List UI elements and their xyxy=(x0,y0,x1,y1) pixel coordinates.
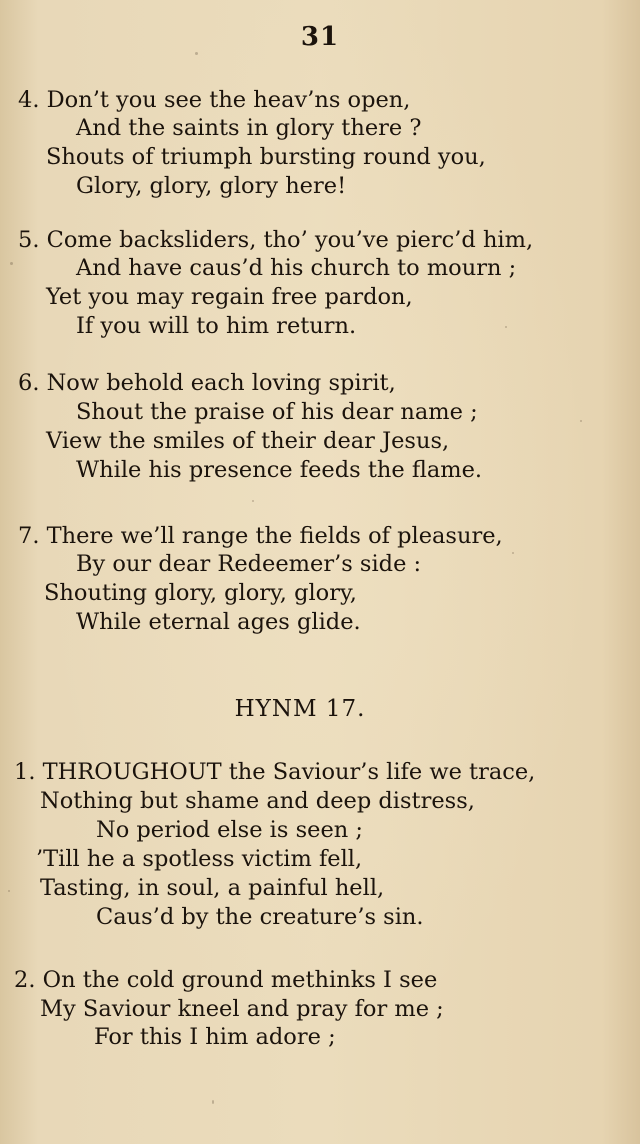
stanza-line: Yet you may regain free pardon, xyxy=(46,284,413,310)
paper-speck xyxy=(8,890,10,892)
stanza-line: 6. Now behold each loving spirit, xyxy=(18,370,396,396)
hymn-line: My Saviour kneel and pray for me ; xyxy=(40,996,444,1022)
paper-speck xyxy=(580,420,582,422)
stanza-line: While his presence feeds the flame. xyxy=(76,457,483,483)
stanza-line: Shout the praise of his dear name ; xyxy=(76,399,478,425)
paper-speck xyxy=(505,326,507,328)
hymn-line: 1. THROUGHOUT the Saviour’s life we trace, xyxy=(14,759,536,785)
paper-speck xyxy=(212,1100,214,1104)
paper-speck xyxy=(195,52,198,55)
stanza-line: 5. Come backsliders, tho’ you’ve pierc’d him, xyxy=(18,227,534,253)
stanza-line: View the smiles of their dear Jesus, xyxy=(46,428,450,454)
hymn-line: 2. On the cold ground methinks I see xyxy=(14,967,438,993)
stanza-line: If you will to him return. xyxy=(76,313,357,339)
stanza-line: While eternal ages glide. xyxy=(76,609,361,635)
hymn-line: Caus’d by the creature’s sin. xyxy=(96,904,424,930)
hymn-line: ’Till he a spotless victim fell, xyxy=(36,846,363,872)
hymn-line: For this I him adore ; xyxy=(94,1024,336,1050)
stanza-line: By our dear Redeemer’s side : xyxy=(76,551,422,577)
stanza-line: And the saints in glory there ? xyxy=(76,115,422,141)
hymn-line: No period else is seen ; xyxy=(96,817,363,843)
page-number: 31 xyxy=(300,22,340,52)
stanza-line: 4. Don’t you see the heav’ns open, xyxy=(18,87,411,113)
hymn-line: Nothing but shame and deep distress, xyxy=(40,788,475,814)
hymn-line: Tasting, in soul, a painful hell, xyxy=(40,875,385,901)
paper-speck xyxy=(512,552,514,554)
stanza-line: Shouts of triumph bursting round you, xyxy=(46,144,486,170)
paper-speck xyxy=(10,262,13,265)
stanza-line: 7. There we’ll range the fields of pleasure, xyxy=(18,523,503,549)
stanza-line: Glory, glory, glory here! xyxy=(76,173,347,199)
stanza-line: Shouting glory, glory, glory, xyxy=(44,580,357,606)
hymn-title: HYNM 17. xyxy=(234,696,366,722)
paper-speck xyxy=(252,500,254,502)
stanza-line: And have caus’d his church to mourn ; xyxy=(76,255,517,281)
